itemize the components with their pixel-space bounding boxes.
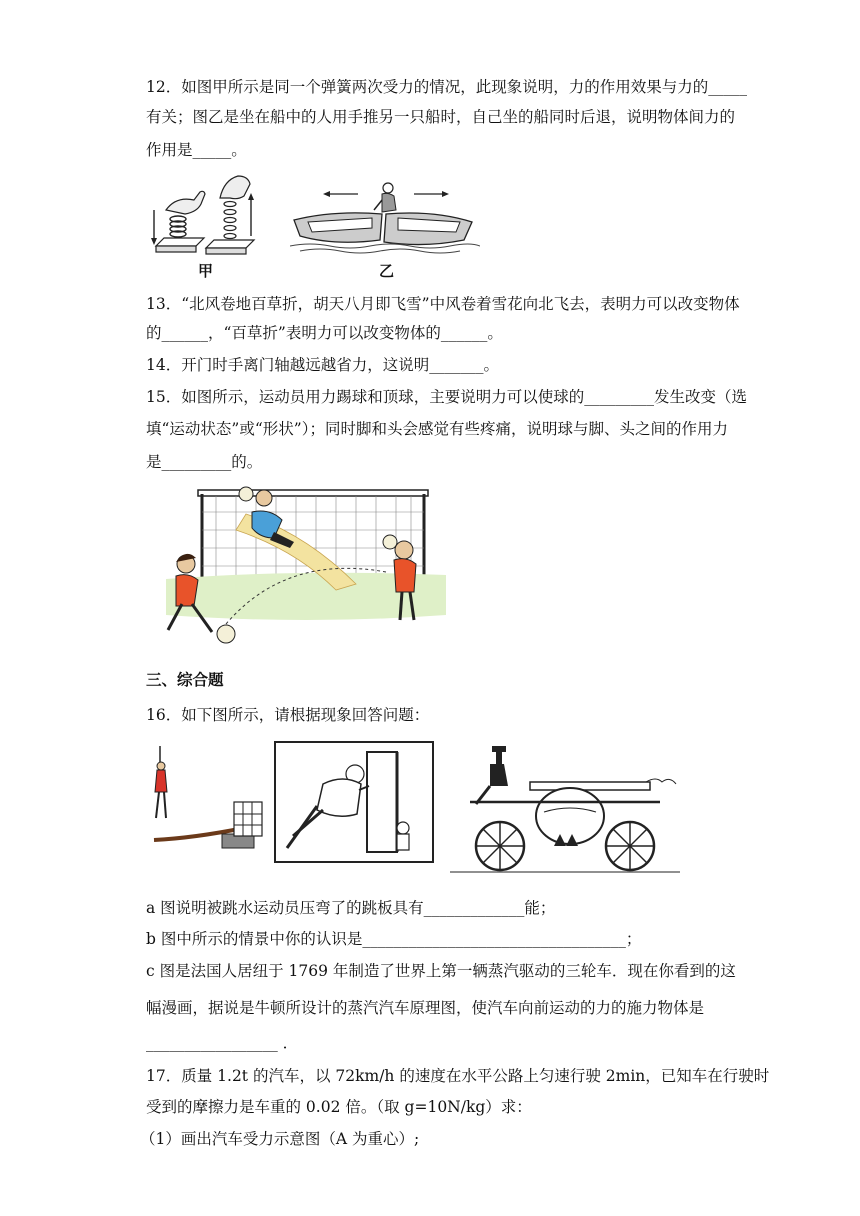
q14-line-1: 14．开门时手离门轴越远越省力，这说明_______。 — [146, 356, 499, 374]
q16-part-a: a 图说明被跳水运动员压弯了的跳板具有_____________能； — [146, 899, 556, 917]
fig-label-jia: 甲 — [198, 262, 214, 280]
fig-label-yi: 乙 — [379, 262, 395, 280]
door-push-figure-b — [273, 740, 435, 864]
q16-part-c-line-2: 幅漫画，据说是牛顿所设计的蒸汽汽车原理图，使汽车向前运动的力的施力物体是 — [146, 999, 705, 1017]
q12-line-1: 12．如图甲所示是同一个弹簧两次受力的情况，此现象说明，力的作用效果与力的_____ — [146, 78, 747, 96]
q17-line-1: 17．质量 1.2t 的汽车，以 72km/h 的速度在水平公路上匀速行驶 2min，已知车在行驶时 — [146, 1067, 770, 1085]
q16-part-c-line-1: c 图是法国人居纽于 1769 年制造了世界上第一辆蒸汽驱动的三轮车．现在你看到的这 — [146, 962, 736, 980]
spring-figure-jia — [148, 168, 268, 263]
diving-board-figure-a — [150, 742, 266, 862]
q15-line-3: 是_________的。 — [146, 453, 263, 471]
steam-carriage-figure-c — [450, 742, 680, 876]
q17-line-2: 受到的摩擦力是车重的 0.02 倍。（取 g=10N/kg）求： — [146, 1098, 532, 1116]
q15-line-2: 填“运动状态”或“形状”）；同时脚和头会感觉有些疼痛，说明球与脚、头之间的作用力 — [146, 420, 728, 438]
q15-line-1: 15．如图所示，运动员用力踢球和顶球，主要说明力可以使球的_________发生改变（选 — [146, 388, 747, 406]
q16-part-b: b 图中所示的情景中你的认识是__________________________________； — [146, 930, 642, 948]
q13-line-2: 的______，“百草折”表明力可以改变物体的______。 — [146, 324, 503, 342]
q17-line-3: （1）画出汽车受力示意图（A 为重心）; — [140, 1130, 420, 1148]
q13-line-1: 13．“北风卷地百草折，胡天八月即飞雪”中风卷着雪花向北飞去，表明力可以改变物体 — [146, 295, 740, 313]
q12-line-3: 作用是_____。 — [146, 141, 247, 159]
q16-line-1: 16．如下图所示，请根据现象回答问题： — [146, 706, 430, 724]
q16-part-c-line-3: _________________ ． — [146, 1034, 299, 1052]
soccer-figure — [146, 484, 446, 654]
boats-figure-yi — [290, 180, 480, 255]
q12-line-2: 有关；图乙是坐在船中的人用手推另一只船时，自己坐的船同时后退，说明物体间力的 — [146, 108, 736, 126]
section-3-title: 三、综合题 — [146, 671, 224, 689]
